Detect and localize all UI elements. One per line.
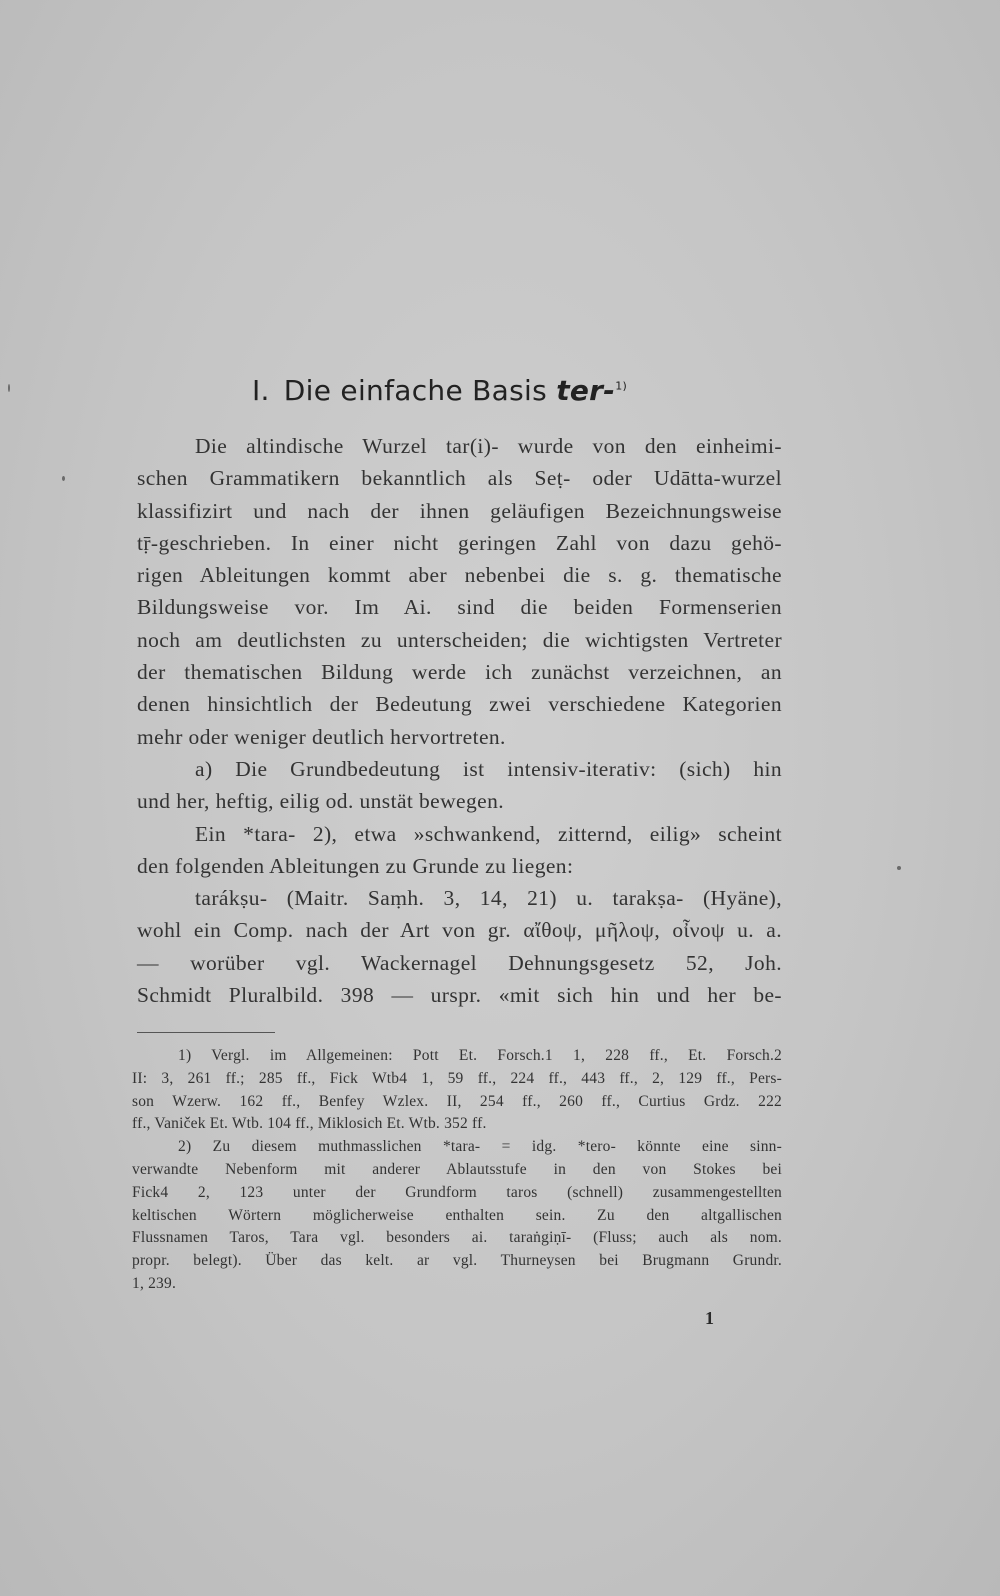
body-line: tṝ-geschrieben. In einer nicht geringen Zahl von dazu gehö-: [137, 530, 782, 555]
body-line: rigen Ableitungen kommt aber nebenbei die s. g. thematische: [137, 563, 782, 588]
footnote-line: propr. belegt). Über das kelt. ar vgl. Thurneysen bei Brugmann Grundr.: [132, 1252, 782, 1270]
body-line: Schmidt Pluralbild. 398 — urspr. «mit sich hin und her be-: [137, 983, 782, 1008]
body-line: Bildungsweise vor. Im Ai. sind die beiden Formenserien: [137, 595, 782, 620]
footnote-line: Flussnamen Taros, Tara vgl. besonders ai. taraṅgiṇī- (Fluss; auch als nom.: [132, 1229, 782, 1247]
body-text: [137, 430, 782, 1011]
body-line: denen hinsichtlich der Bedeutung zwei verschiedene Kategorien: [137, 692, 782, 717]
scan-speck: [8, 384, 10, 392]
body-line: tarákṣu- (Maitr. Saṃh. 3, 14, 21) u. tarakṣa- (Hyäne),: [195, 886, 782, 911]
footnote-line: II: 3, 261 ff.; 285 ff., Fick Wtb4 1, 59 ff., 224 ff., 443 ff., 2, 129 ff., Pers-: [132, 1069, 782, 1087]
footnote-line: 1, 239.: [132, 1274, 177, 1292]
page-number: 1: [705, 1308, 714, 1328]
footnote-line: 2) Zu diesem muthmasslichen *tara- = idg. *tero- könnte eine sinn-: [178, 1138, 782, 1156]
body-line: schen Grammatikern bekanntlich als Seṭ- oder Udātta-wurzel: [137, 466, 782, 491]
scan-speck: [62, 476, 65, 481]
section-number: I.: [252, 374, 270, 407]
footnote-line: son Wzerw. 162 ff., Benfey Wzlex. II, 254 ff., 260 ff., Curtius Grdz. 222: [132, 1092, 782, 1110]
footnote-line: keltischen Wörtern möglicherweise enthalten sein. Zu den altgallischen: [132, 1206, 782, 1224]
footnote-line: ff., Vaniček Et. Wtb. 104 ff., Miklosich Et. Wtb. 352 ff.: [132, 1115, 487, 1133]
body-line: — worüber vgl. Wackernagel Dehnungsgesetz 52, Joh.: [137, 950, 782, 975]
body-line: mehr oder weniger deutlich hervortreten.: [137, 724, 506, 749]
body-line: noch am deutlichsten zu unterscheiden; die wichtigsten Vertreter: [137, 627, 782, 652]
footnotes: [132, 1045, 782, 1296]
body-line: Ein *tara- 2), etwa »schwankend, zitternd, eilig» scheint: [195, 821, 782, 846]
body-line: den folgenden Ableitungen zu Grunde zu liegen:: [137, 853, 574, 878]
body-line: Die altindische Wurzel tar(i)- wurde von den einheimi-: [195, 434, 782, 458]
section-heading: [252, 374, 627, 407]
section-basis: ter-: [556, 374, 616, 407]
footnote-line: Fick4 2, 123 unter der Grundform taros (schnell) zusammengestellten: [132, 1183, 782, 1201]
body-line: und her, heftig, eilig od. unstät bewegen.: [137, 789, 505, 814]
section-title: Die einfache Basis: [283, 374, 547, 407]
footnote-rule: [137, 1032, 275, 1033]
heading-footnote-ref: 1): [615, 379, 628, 393]
body-line: a) Die Grundbedeutung ist intensiv-iterativ: (sich) hin: [195, 756, 782, 781]
footnote-line: 1) Vergl. im Allgemeinen: Pott Et. Forsch.1 1, 228 ff., Et. Forsch.2: [178, 1047, 782, 1064]
scan-speck: [897, 866, 901, 870]
footnote-line: verwandte Nebenform mit anderer Ablautsstufe in den von Stokes bei: [132, 1160, 782, 1178]
body-line: klassifizirt und nach der ihnen geläufigen Bezeichnungsweise: [137, 498, 782, 523]
body-line: der thematischen Bildung werde ich zunächst verzeichnen, an: [137, 660, 782, 685]
body-line: wohl ein Comp. nach der Art von gr. αἴθοψ, μῆλοψ, οἶνοψ u. a.: [137, 918, 782, 943]
